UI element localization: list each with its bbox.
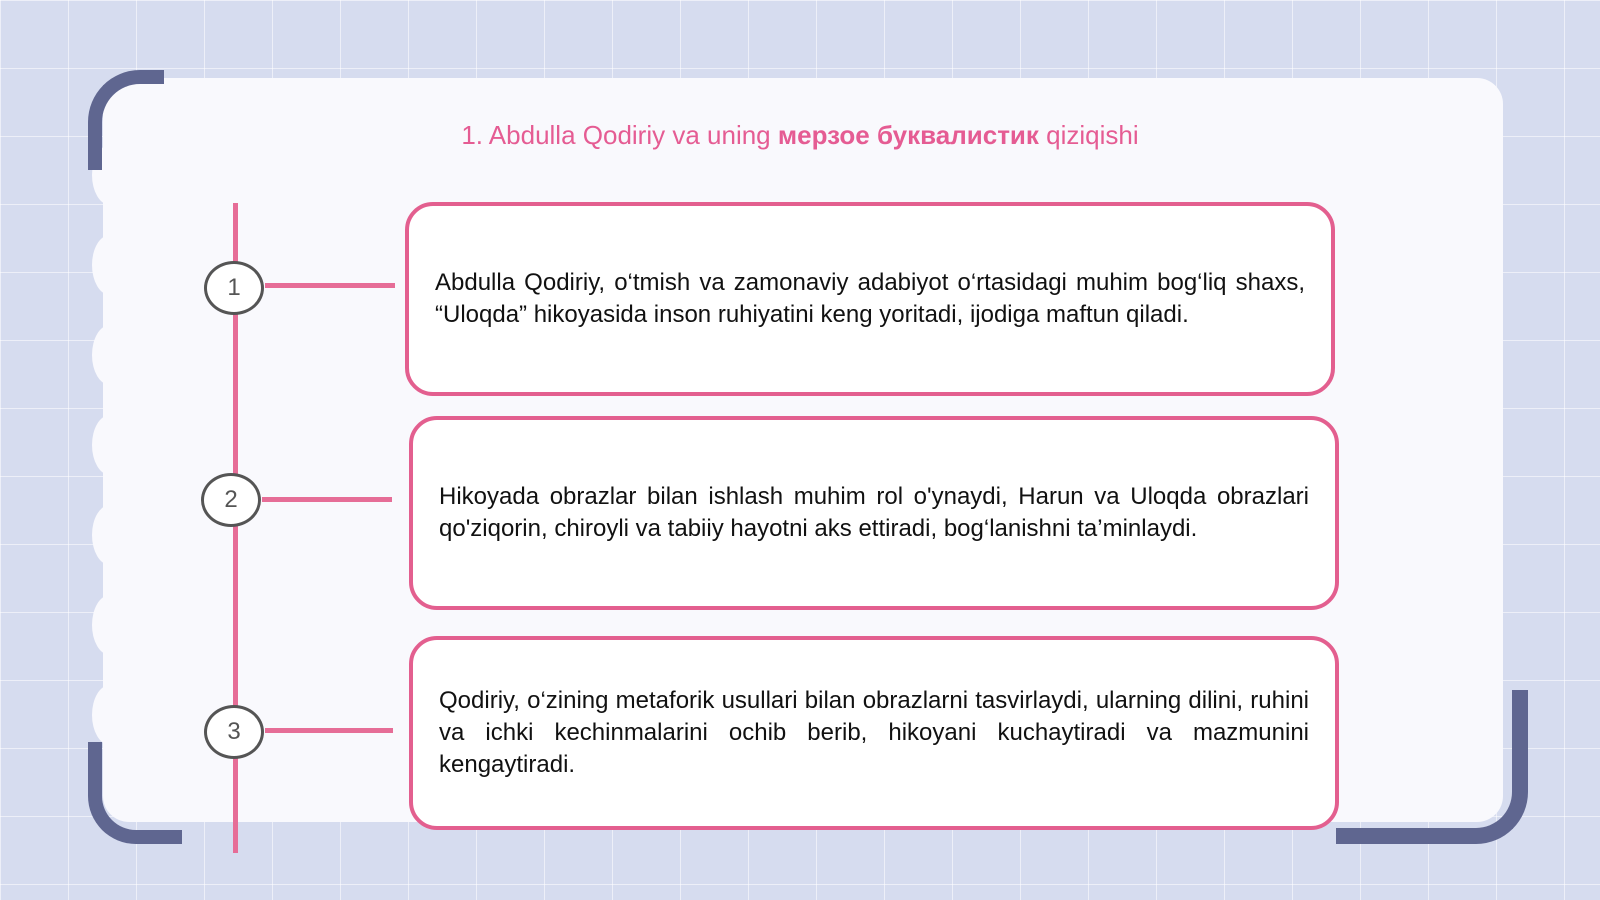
title-suffix: qiziqishi — [1038, 120, 1139, 150]
step-number-1: 1 — [204, 261, 264, 315]
connector-1 — [265, 283, 395, 288]
card-text-1: Abdulla Qodiriy, o‘tmish va zamonaviy adabiyot o‘rtasidagi muhim bog‘liq shaxs, “Uloqda” hikoyasida inson ruhiyatini keng yoritadi, ijodiga maftun qiladi. — [435, 269, 1305, 328]
title-prefix: 1. Abdulla Qodiriy va uning — [461, 120, 778, 150]
frame-corner-bottom-right — [1336, 690, 1528, 844]
content-card-3 — [409, 636, 1339, 830]
content-card-2 — [409, 416, 1339, 610]
connector-2 — [262, 497, 392, 502]
card-text-3: Qodiriy, o‘zining metaforik usullari bilan obrazlarni tasvirlaydi, ularning dilini, ruhini va ichki kechinmalarini ochib berib, hikoyani kuchaytiradi va mazmunini kengaytiradi. — [439, 687, 1309, 778]
title-bold: мерзое буквалистик — [777, 120, 1039, 150]
card-text-2: Hikoyada obrazlar bilan ishlash muhim rol o'ynaydi, Harun va Uloqda obrazlari qo'ziqorin, chiroyli va tabiiy hayotni aks ettiradi, bog‘lanishni ta’minlaydi. — [439, 483, 1309, 542]
step-number-3: 3 — [204, 705, 264, 759]
connector-3 — [265, 728, 393, 733]
content-card-1 — [405, 202, 1335, 396]
frame-corner-bottom-left — [88, 742, 182, 844]
slide-title — [0, 120, 1600, 151]
step-number-2: 2 — [201, 473, 261, 527]
